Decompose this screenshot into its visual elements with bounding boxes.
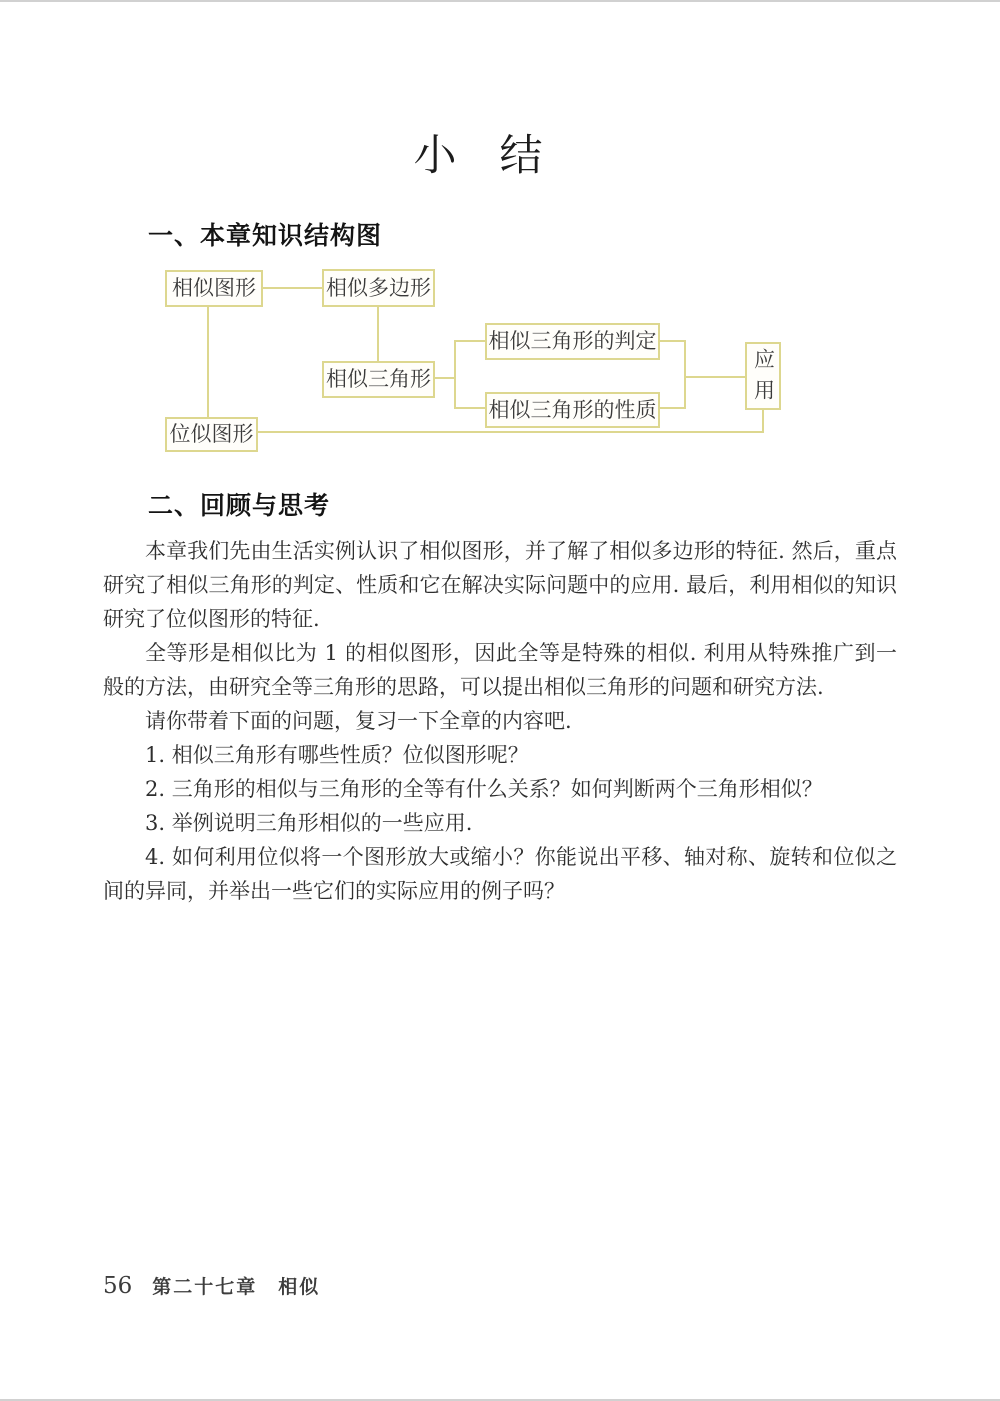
- page-footer: [103, 1272, 320, 1299]
- connector-figures-homothetic: [207, 307, 209, 417]
- connector-criteria-merge-stub: [660, 340, 686, 342]
- diagram-node-homothetic-figures: 位似图形: [165, 417, 258, 452]
- connector-merge-right-vertical: [684, 340, 686, 409]
- connector-polygons-triangles: [377, 307, 379, 362]
- diagram-node-similar-triangle-properties: 相似三角形的性质: [485, 392, 660, 428]
- question-2: 2. 三角形的相似与三角形的全等有什么关系？如何判断两个三角形相似？: [145, 777, 823, 801]
- diagram-node-application: 应用: [745, 342, 781, 410]
- connector-branch-left-vertical: [454, 340, 456, 409]
- paragraph-overview: 本章我们先由生活实例认识了相似图形，并了解了相似多边形的特征. 然后，重点研究了相似三角形的判定、性质和它在解决实际问题中的应用. 最后，利用相似的知识研究了位似图形的特征.: [103, 539, 897, 631]
- question-3: 3. 举例说明三角形相似的一些应用.: [145, 811, 473, 835]
- connector-branch-to-criteria: [456, 340, 485, 342]
- connector-triangles-branch-stub: [435, 377, 455, 379]
- diagram-node-similar-figures: 相似图形: [165, 270, 263, 307]
- question-4: 4. 如何利用位似将一个图形放大或缩小？你能说出平移、轴对称、旋转和位似之间的异同，并举出一些它们的实际应用的例子吗？: [103, 845, 897, 903]
- connector-merge-to-application: [686, 376, 745, 378]
- footer-page-number: 56: [103, 1273, 133, 1299]
- connector-homothetic-to-application: [762, 410, 764, 433]
- knowledge-structure-diagram: [0, 0, 1000, 480]
- section-heading-knowledge-structure: 一、本章知识结构图: [148, 221, 383, 250]
- connector-branch-to-properties: [456, 407, 485, 409]
- connector-properties-merge-stub: [660, 407, 684, 409]
- connector-figures-polygons: [263, 287, 322, 289]
- section-heading-review: 二、回顾与思考: [148, 491, 331, 520]
- diagram-node-similar-triangle-criteria: 相似三角形的判定: [485, 323, 660, 360]
- paragraph-congruence: 全等形是相似比为 1 的相似图形，因此全等是特殊的相似. 利用从特殊推广到一般的方法，由研究全等三角形的思路，可以提出相似三角形的问题和研究方法.: [103, 641, 897, 699]
- review-section: [103, 486, 897, 908]
- connector-homothetic-horizontal: [258, 431, 764, 433]
- diagram-node-similar-polygons: 相似多边形: [322, 269, 435, 307]
- footer-chapter-label: 第二十七章 相似: [152, 1276, 321, 1298]
- page-title: 小 结: [413, 131, 543, 181]
- paragraph-prompt: 请你带着下面的问题，复习一下全章的内容吧.: [145, 709, 572, 733]
- question-1: 1. 相似三角形有哪些性质？位似图形呢？: [145, 743, 529, 767]
- diagram-node-similar-triangles: 相似三角形: [322, 361, 435, 398]
